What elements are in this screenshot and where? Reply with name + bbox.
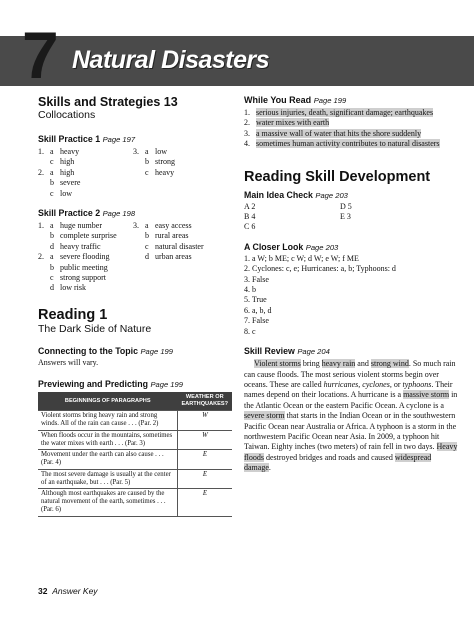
review-text: hurricanes — [323, 379, 359, 389]
answer-letter: c — [145, 167, 149, 177]
answer-text: strong — [155, 157, 175, 167]
highlighted-collocation: Violent storms — [254, 359, 301, 369]
highlighted-collocation: strong wind — [370, 359, 409, 369]
closer-look-answers — [244, 254, 458, 337]
table-row — [38, 469, 232, 488]
item-number: 3. — [244, 128, 250, 138]
answer-row — [133, 157, 175, 167]
review-text: that starts in the Indian Ocean or in the southwestern Pacific Ocean near Australia or Africa. A typhoon is a storm in the northwestern Pacific Ocean near Asia. In 2009, a typhoon hit Taiwan. Eighty inches (two meters) of rain fell in two days. — [244, 411, 457, 452]
review-text: , or — [389, 379, 403, 389]
answer-number — [38, 263, 50, 273]
answer-text: low — [155, 147, 167, 156]
while-you-read-answers — [244, 108, 458, 150]
answer-row — [133, 252, 204, 262]
main-idea-answer: B 4 — [244, 212, 256, 222]
review-text: , — [358, 379, 363, 389]
answer-text: strong support — [60, 273, 106, 283]
answer-number — [38, 242, 50, 252]
review-text: bring — [300, 359, 322, 369]
answer-letter: b — [145, 231, 149, 241]
list-item — [244, 139, 458, 149]
table-row — [38, 430, 232, 449]
reading-skill-heading: Reading Skill Development — [244, 168, 431, 185]
skill-practice-2-title: Skill Practice 2 Page 198 — [38, 208, 136, 219]
main-idea-answer: A 2 — [244, 201, 256, 211]
connecting-title: Connecting to the Topic Page 199 — [38, 345, 173, 356]
review-text: . Their names depend on their locations. A hurricane is a — [244, 379, 453, 400]
previewing-table — [38, 392, 232, 516]
item-text — [256, 139, 440, 149]
answer-number — [38, 273, 50, 283]
answer-row — [38, 252, 133, 262]
table-header-weather: WEATHER OR EARTHQUAKES? — [178, 392, 233, 411]
weather-or-earthquake: E — [178, 488, 233, 516]
answer-number — [133, 242, 145, 252]
answer-row — [38, 168, 133, 178]
while-you-read-title: While You Read Page 199 — [244, 95, 347, 105]
review-text: destroyed bridges and roads and caused — [264, 452, 395, 462]
closer-look-item: 1. a W; b ME; c W; d W; e W; f ME — [244, 253, 359, 263]
answer-text: high — [60, 157, 75, 167]
closer-look-item: 4. b — [244, 285, 256, 295]
answer-letter: d — [50, 241, 54, 251]
closer-look-item: 8. c — [244, 326, 256, 336]
answer-text: high — [60, 167, 75, 177]
answer-letter: c — [50, 188, 54, 198]
answer-text: low — [60, 188, 72, 198]
skill-practice-1-title: Skill Practice 1 Page 197 — [38, 134, 136, 144]
answer-number: 1. — [38, 147, 44, 156]
answer-text: heavy traffic — [60, 241, 101, 251]
answer-number: 3. — [133, 147, 139, 156]
reading-subheading: The Dark Side of Nature — [38, 322, 152, 335]
answer-number — [38, 231, 50, 241]
answer-letter: a — [50, 221, 54, 231]
weather-or-earthquake: W — [178, 411, 233, 430]
skill-review-title: Skill Review Page 204 — [244, 346, 330, 357]
answer-text: severe flooding — [60, 252, 110, 262]
answer-row — [133, 168, 175, 178]
closer-look-item: 3. False — [244, 274, 269, 284]
answer-letter: a — [145, 147, 149, 156]
chapter-title: Natural Disasters — [72, 46, 270, 74]
item-text — [256, 129, 421, 139]
answer-row — [38, 147, 133, 157]
highlighted-collocation: widespread damage — [244, 452, 432, 473]
review-text: and — [355, 359, 371, 369]
paragraph-beginning: Movement under the earth can also cause . . . (Par. 4) — [38, 450, 178, 469]
answer-letter: a — [50, 252, 54, 262]
main-idea-answer: C 6 — [244, 222, 256, 232]
answer-row — [38, 242, 133, 252]
answer-letter: d — [145, 252, 149, 262]
review-text: . So much rain can cause floods. The most serious violent storms begin over oceans. These are called — [244, 359, 456, 389]
answer-number — [133, 168, 145, 178]
answer-row — [38, 283, 133, 293]
paragraph-beginning: The most severe damage is usually at the center of an earthquake, but . . . (Par. 5) — [38, 469, 178, 488]
answer-text: heavy — [155, 167, 175, 177]
connecting-answer: Answers will vary. — [38, 357, 99, 367]
previewing-title: Previewing and Predicting Page 199 — [38, 379, 183, 390]
answer-letter: c — [145, 241, 149, 251]
highlighted-collocation: massive storm — [403, 390, 450, 400]
item-text — [256, 118, 329, 128]
left-column — [38, 95, 238, 517]
table-row — [38, 450, 232, 469]
paragraph-beginning: Although most earthquakes are caused by the natural movement of the earth, sometimes . . . (Par. 6) — [38, 488, 178, 516]
closer-look-title: A Closer Look Page 203 — [244, 241, 339, 252]
answer-text: low risk — [60, 283, 86, 293]
answer-number: 1. — [38, 221, 44, 231]
highlighted-answer: sometimes human activity contributes to natural disasters — [256, 139, 440, 149]
answer-letter: a — [50, 167, 54, 177]
answer-row — [38, 231, 133, 241]
answer-number: 3. — [133, 221, 139, 231]
answer-row — [38, 221, 133, 231]
weather-or-earthquake: E — [178, 469, 233, 488]
answer-row — [133, 242, 204, 252]
highlighted-collocation: Heavy floods — [244, 442, 458, 462]
answer-letter: b — [50, 231, 54, 241]
list-item — [244, 129, 458, 139]
closer-look-item: 5. True — [244, 295, 267, 305]
answer-text: easy access — [155, 221, 192, 231]
highlighted-collocation: severe storm — [244, 411, 285, 421]
highlighted-collocation: heavy rain — [321, 359, 356, 369]
main-idea-title: Main Idea Check Page 203 — [244, 189, 348, 200]
table-header-paragraphs: BEGINNINGS OF PARAGRAPHS — [38, 392, 178, 411]
skills-heading: Skills and Strategies 13 — [38, 95, 178, 109]
chapter-number: 7 — [22, 18, 59, 92]
main-idea-answer: D 5 — [340, 201, 352, 211]
answer-text: huge number — [60, 221, 102, 231]
skill-practice-2-answers — [38, 221, 238, 294]
answer-row — [38, 189, 133, 199]
answer-letter: b — [145, 157, 149, 167]
paragraph-beginning: Violent storms bring heavy rain and strong winds. All of the rain can cause . . . (Par. 2) — [38, 411, 178, 430]
answer-text: natural disaster — [155, 241, 204, 251]
highlighted-answer: water mixes with earth — [256, 118, 330, 128]
review-text: in the Atlantic Ocean or the eastern Pacific Ocean. A cyclone is a — [244, 390, 458, 410]
answer-number — [133, 231, 145, 241]
answer-row — [133, 221, 204, 231]
answer-number — [38, 157, 50, 167]
answer-text: public meeting — [60, 262, 108, 272]
skill-review-paragraph — [244, 359, 458, 473]
closer-look-item: 2. Cyclones: c, e; Hurricanes: a, b; Typhoons: d — [244, 264, 396, 274]
answer-letter: d — [50, 283, 54, 293]
paragraph-beginning: When floods occur in the mountains, sometimes the water mixes with earth . . . (Par. 3) — [38, 430, 178, 449]
reading-heading: Reading 1 — [38, 306, 108, 323]
weather-or-earthquake: E — [178, 450, 233, 469]
answer-letter: a — [50, 147, 54, 156]
highlighted-answer: a massive wall of water that hits the shore suddenly — [256, 128, 422, 138]
closer-look-item: 7. False — [244, 316, 269, 326]
answer-number — [133, 252, 145, 262]
answer-letter: c — [50, 157, 54, 167]
item-number: 2. — [244, 118, 250, 128]
answer-text: rural areas — [155, 231, 189, 241]
answer-row — [133, 231, 204, 241]
table-row — [38, 411, 232, 430]
answer-row — [38, 263, 133, 273]
closer-look-item: 6. a, b, d — [244, 305, 272, 315]
answer-text: severe — [60, 178, 81, 188]
answer-letter: c — [50, 273, 54, 283]
answer-row — [38, 273, 133, 283]
review-text: typhoons — [402, 379, 432, 389]
main-idea-answers — [244, 202, 458, 233]
right-column — [244, 95, 458, 474]
answer-number — [38, 189, 50, 199]
review-text: cyclones — [362, 379, 390, 389]
answer-number — [38, 178, 50, 188]
answer-row — [38, 157, 133, 167]
list-item — [244, 108, 458, 118]
answer-text: urban areas — [155, 252, 192, 262]
answer-number — [133, 157, 145, 167]
answer-number — [38, 283, 50, 293]
answer-number: 2. — [38, 167, 44, 177]
weather-or-earthquake: W — [178, 430, 233, 449]
answer-number: 2. — [38, 252, 44, 262]
highlighted-answer: serious injuries, death, significant damage; earthquakes — [256, 108, 434, 117]
item-number: 1. — [244, 108, 250, 117]
answer-letter: b — [50, 178, 54, 188]
item-text — [256, 108, 433, 118]
answer-row — [38, 178, 133, 188]
answer-row — [133, 147, 175, 157]
item-number: 4. — [244, 139, 250, 149]
main-idea-answer: E 3 — [340, 212, 351, 222]
answer-text: heavy — [60, 147, 80, 156]
review-text: . — [268, 463, 271, 473]
page-footer: 32 Answer Key — [38, 586, 98, 596]
list-item — [244, 118, 458, 128]
table-row — [38, 488, 232, 516]
answer-letter: b — [50, 262, 54, 272]
answer-text: complete surprise — [60, 231, 117, 241]
skills-subheading: Collocations — [38, 109, 96, 121]
answer-letter: a — [145, 221, 149, 231]
skill-practice-1-answers — [38, 147, 238, 199]
